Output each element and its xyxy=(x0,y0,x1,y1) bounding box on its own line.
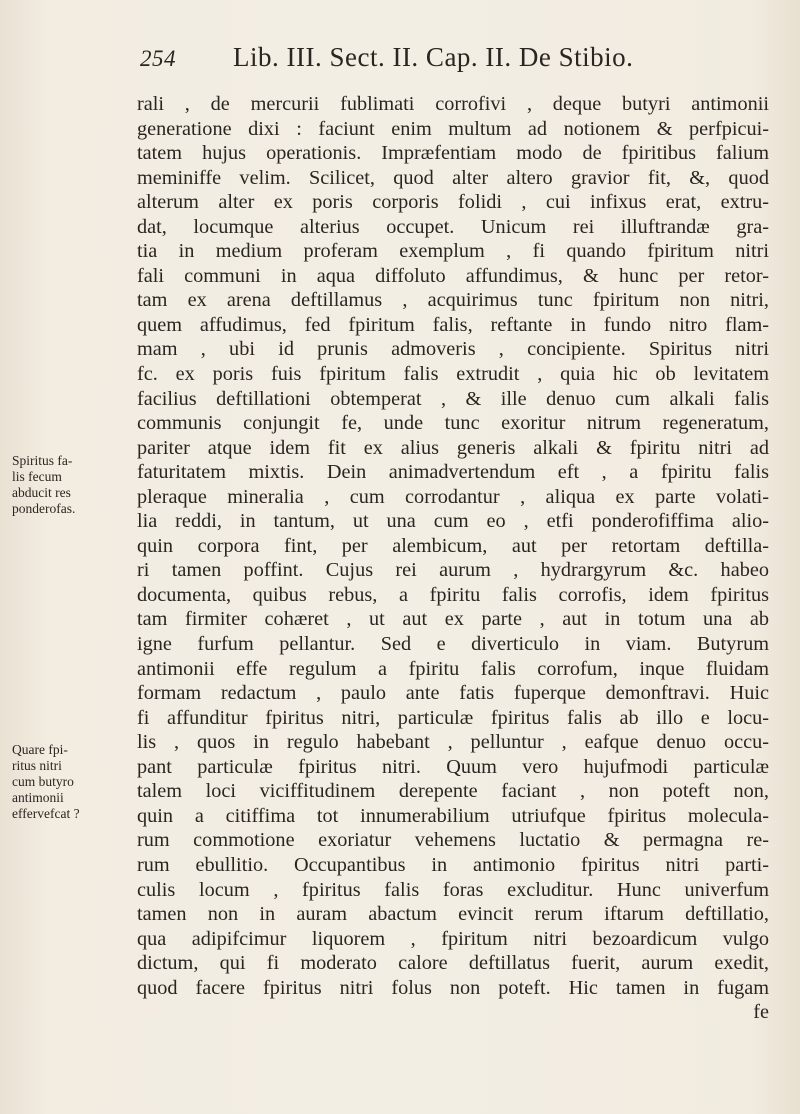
text-line: tamen non in auram abactum evincit rerum iftarum deftillatio, xyxy=(137,903,769,926)
text-line: quem affudimus, fed fpiritum falis, reftante in fundo nitro flam- xyxy=(137,313,769,336)
text-line: pariter atque idem fit ex alius generis alkali & fpiritu nitri ad xyxy=(137,436,769,459)
text-line: culis locum , fpiritus falis foras excluditur. Hunc univerfum xyxy=(137,878,769,901)
marginal-note xyxy=(12,453,132,517)
marginal-note xyxy=(12,742,132,822)
text-line: antimonii effe regulum a fpiritu falis corrofum, inque fluidam xyxy=(137,657,769,680)
text-line: tam firmiter cohæret , ut aut ex parte , aut in totum una ab xyxy=(137,608,769,631)
text-line: lia reddi, in tantum, ut una cum eo , etfi ponderofiffima alio- xyxy=(137,510,769,533)
marginal-note-line: Quare fpi- xyxy=(12,742,68,757)
text-line: rum commotione exoriatur vehemens luctatio & permagna re- xyxy=(137,829,769,852)
marginal-note-line: ritus nitri xyxy=(12,758,62,773)
text-line: fc. ex poris fuis fpiritum falis extrudit , quia hic ob levitatem xyxy=(137,363,769,386)
text-line: pant particulæ fpiritus nitri. Quum vero hujufmodi particulæ xyxy=(137,755,769,778)
marginal-note-line: effervefcat ? xyxy=(12,806,80,821)
text-line: tia in medium proferam exemplum , fi quando fpiritum nitri xyxy=(137,240,769,263)
text-line: meminiffe velim. Scilicet, quod alter altero gravior fit, &, quod xyxy=(137,166,769,189)
text-line: dat, locumque alterius occupet. Unicum rei illuftrandæ gra- xyxy=(137,215,769,238)
text-line: dictum, qui fi moderato calore deftillatus fuerit, aurum exedit, xyxy=(137,952,769,975)
text-line: igne furfum pellantur. Sed e diverticulo in viam. Butyrum xyxy=(137,633,769,656)
page-header xyxy=(140,42,765,76)
text-line: communis conjungit fe, unde tunc exoritur nitrum regeneratum, xyxy=(137,412,769,435)
text-line: qua adipifcimur liquorem , fpiritum nitri bezoardicum vulgo xyxy=(137,927,769,950)
text-line: quin corpora fint, per alembicum, aut per retortam deftilla- xyxy=(137,534,769,557)
text-line: faturitatem mixtis. Dein animadvertendum eft , a fpiritu falis xyxy=(137,461,769,484)
text-line: tatem hujus operationis. Impræfentiam modo de fpiritibus falium xyxy=(137,142,769,165)
text-line: quin a citiffima tot innumerabilium utriufque fpiritus molecula- xyxy=(137,804,769,827)
text-line: quod facere fpiritus nitri folus non poteft. Hic tamen in fugam xyxy=(137,976,769,999)
running-head: Lib. III. Sect. II. Cap. II. De Stibio. xyxy=(233,42,634,72)
marginal-note-line: lis fecum xyxy=(12,469,62,484)
text-line: lis , quos in regulo habebant , pelluntur , eafque denuo occu- xyxy=(137,731,769,754)
text-line: generatione dixi : faciunt enim multum ad notionem & perfpicui- xyxy=(137,117,769,140)
catchword: fe xyxy=(753,1001,769,1024)
text-line: facilius deftillationi obtemperat , & ille denuo cum alkali falis xyxy=(137,387,769,410)
text-line: ri tamen poffint. Cujus rei aurum , hydrargyrum &c. habeo xyxy=(137,559,769,582)
body-text xyxy=(137,92,769,1025)
text-line: fi affunditur fpiritus nitri, particulæ fpiritus falis ab illo e locu- xyxy=(137,706,769,729)
text-line: alterum alter ex poris corporis folidi , cui infixus erat, extru- xyxy=(137,191,769,214)
marginal-note-line: ponderofas. xyxy=(12,501,76,516)
text-line: tam ex arena deftillamus , acquirimus tunc fpiritum non nitri, xyxy=(137,289,769,312)
marginal-note-line: cum butyro xyxy=(12,774,74,789)
text-line: rali , de mercurii fublimati corrofivi , deque butyri antimonii xyxy=(137,93,769,115)
text-line: documenta, quibus rebus, a fpiritu falis corrofis, idem fpiritus xyxy=(137,583,769,606)
text-line: talem loci viciffitudinem derepente faciant , non poteft non, xyxy=(137,780,769,803)
marginal-note-line: abducit res xyxy=(12,485,71,500)
text-line: mam , ubi id prunis admoveris , concipiente. Spiritus nitri xyxy=(137,338,769,361)
text-line: rum ebullitio. Occupantibus in antimonio fpiritus nitri parti- xyxy=(137,853,769,876)
text-line: pleraque mineralia , cum corrodantur , aliqua ex parte volati- xyxy=(137,485,769,508)
page-number: 254 xyxy=(140,46,176,71)
text-line: fali communi in aqua diffoluto affundimus, & hunc per retor- xyxy=(137,264,769,287)
marginal-note-line: Spiritus fa- xyxy=(12,453,73,468)
marginal-note-line: antimonii xyxy=(12,790,64,805)
text-line: formam redactum , paulo ante fatis fuperque demonftravi. Huic xyxy=(137,682,769,705)
